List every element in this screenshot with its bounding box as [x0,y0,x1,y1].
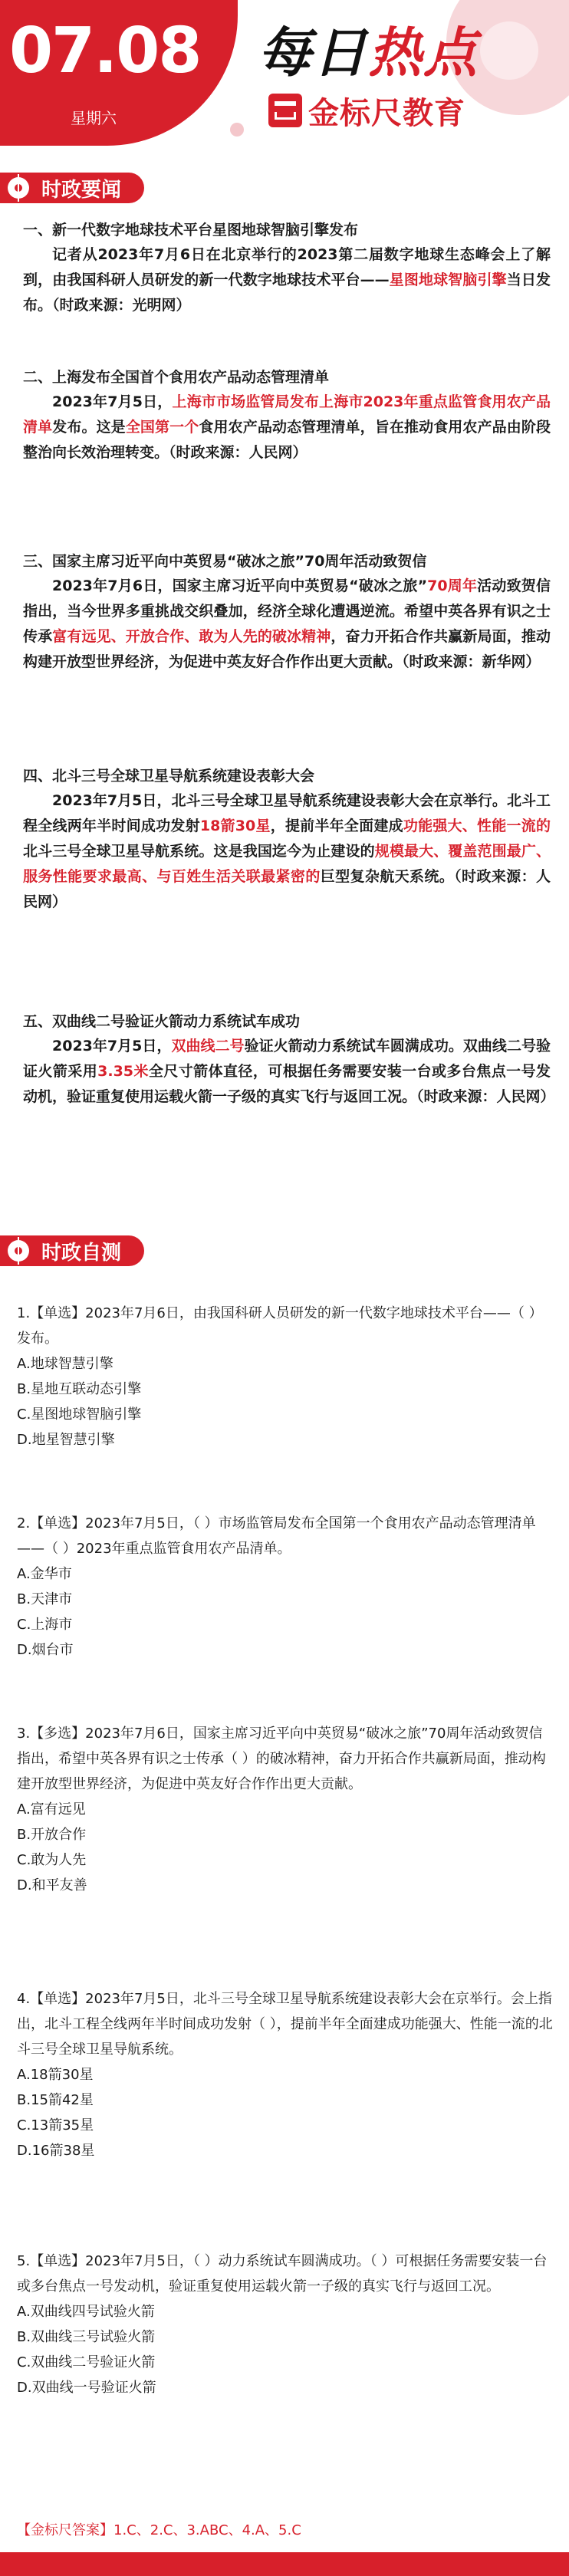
option-a: A.富有远见 [17,1801,86,1818]
news-text: ，奋力开拓合作共赢新局面，推动构建开放型世界经济，为促进中英友好合作作出更大贡献。（时政来源：新华网） [23,628,551,670]
title-part-2: 热点 [368,21,479,84]
news-highlight: 规模最大、覆盖范围最广、服务性能要求最高、与百姓生活关联最紧密的 [23,843,551,885]
option-c: C.双曲线二号验证火箭 [17,2354,156,2370]
section-header-quiz [0,1233,144,1268]
news-highlight: 星图地球智脑引擎 [389,271,507,288]
news-body [23,390,551,466]
decorative-dot [230,123,244,137]
option-d: D.和平友善 [17,1877,87,1893]
option-d: D.烟台市 [17,1642,74,1658]
news-text: 发布。这是 [52,419,126,436]
news-body [23,242,551,318]
news-highlight: 上海市市场监管局发布上海市2023年重点监管食用农产品清单 [23,393,551,436]
section-title: 时政自测 [41,1241,122,1265]
option-b: B.天津市 [17,1591,73,1607]
section-bar [0,173,144,203]
section-header-news [0,170,144,206]
weekday-label: 星期六 [71,109,117,127]
news-highlight: 富有远见、开放合作、敢为人先的破冰精神 [52,628,331,645]
decorative-circle [480,21,538,80]
footer-bar [0,2552,569,2576]
news-text: 2023年7月5日， [52,1038,172,1054]
news-text: 北斗三号全球卫星导航系统。这是我国迄今为止建设的 [23,843,375,860]
question-stem: 4.【单选】2023年7月5日，北斗三号全球卫星导航系统建设表彰大会在京举行。会上指出，北斗工程全线两年半时间成功发射（ ），提前半年全面建成功能强大、性能一流的北斗三号全球卫星导航系统。 [17,1991,553,2058]
option-a: A.金华市 [17,1566,72,1582]
news-item [23,218,551,318]
question-stem: 3.【多选】2023年7月6日，国家主席习近平向中英贸易“破冰之旅”70周年活动致贺信指出，希望中英各界有识之士传承（ ）的破冰精神，奋力开拓合作共赢新局面，推动构建开放型世界经济，为促进中英友好合作作出更大贡献。 [17,1726,546,1792]
news-highlight: 18箭30星 [199,818,271,834]
news-text: 巨型复杂航天系统。（时政来源：人民网） [23,868,551,910]
option-c: C.星图地球智脑引擎 [17,1406,142,1423]
question-stem: 1.【单选】2023年7月6日，由我国科研人员研发的新一代数字地球技术平台——（ ）发布。 [17,1305,543,1347]
question-stem: 5.【单选】2023年7月5日，（ ）动力系统试车圆满成功。（ ）可根据任务需要安装一台或多台焦点一号发动机，验证重复使用运载火箭一子级的真实飞行与返回工况。 [17,2253,548,2295]
news-highlight: 功能强大、性能一流的 [403,818,551,834]
news-title: 四、北斗三号全球卫星导航系统建设表彰大会 [23,768,315,785]
option-d: D.16箭38星 [17,2143,95,2159]
quiz-question [17,2249,554,2400]
news-text: 全尺寸箭体直径，可根据任务需要安装一台或多台焦点一号发动机，验证重复使用运载火箭一子级的真实飞行与返回工况。（时政来源：人民网） [23,1063,555,1105]
question-stem: 2.【单选】2023年7月5日，（ ）市场监管局发布全国第一个食用农产品动态管理清单——（ ）2023年重点监管食用农产品清单。 [17,1515,536,1557]
news-item [23,365,551,466]
news-text: 验证火箭动力系统试车圆满成功。双曲线二号验证火箭采用 [23,1038,551,1080]
news-item [23,1009,555,1110]
option-d: D.双曲线一号验证火箭 [17,2380,156,2396]
news-text: 2023年7月5日，北斗三号全球卫星导航系统建设表彰大会在京举行。北斗工程全线两年半时间成功发射 [23,792,551,834]
quiz-question [17,1721,554,1898]
news-body [23,788,551,915]
quiz-question [17,1301,554,1452]
option-d: D.地星智慧引擎 [17,1432,115,1448]
news-title: 三、国家主席习近平向中英贸易“破冰之旅”70周年活动致贺信 [23,553,427,570]
option-c: C.上海市 [17,1617,73,1633]
news-text: 2023年7月5日， [52,393,173,410]
quiz-question [17,1986,554,2163]
option-a: A.18箭30星 [17,2067,94,2083]
news-highlight: 全国第一个 [125,419,199,436]
news-body [23,1034,555,1110]
section-bar [0,1235,144,1266]
news-text: 当日发布。（时政来源：光明网） [23,271,551,314]
answer-key: 【金标尺答案】1.C、2.C、3.ABC、4.A、5.C [17,2522,301,2538]
news-item [23,764,551,915]
brand [268,90,465,130]
option-a: A.双曲线四号试验火箭 [17,2304,155,2320]
news-text: 2023年7月6日，国家主席习近平向中英贸易“破冰之旅” [52,577,428,594]
news-text: 食用农产品动态管理清单，旨在推动食用农产品由阶段整治向长效治理转变。（时政来源：人民网） [23,419,551,461]
news-title: 二、上海发布全国首个食用农产品动态管理清单 [23,369,330,386]
news-item [23,549,551,675]
compass-icon [8,177,29,199]
compass-icon [8,1240,29,1262]
brand-logo-icon [268,94,302,127]
option-a: A.地球智慧引擎 [17,1356,113,1372]
section-title: 时政要闻 [41,178,122,202]
date-label: 07.08 [9,15,201,87]
news-highlight: 70周年 [427,577,478,594]
news-text: ，提前半年全面建成 [270,818,403,834]
news-text: 记者从2023年7月6日在北京举行的2023第二届数字地球生态峰会上了解到，由我国科研人员研发的新一代数字地球技术平台—— [23,246,551,288]
news-body [23,574,551,675]
option-b: B.15箭42星 [17,2092,94,2108]
option-b: B.双曲线三号试验火箭 [17,2329,156,2345]
option-b: B.星地互联动态引擎 [17,1381,142,1397]
news-title: 五、双曲线二号验证火箭动力系统试车成功 [23,1013,301,1030]
option-c: C.13箭35星 [17,2117,94,2134]
brand-name: 金标尺教育 [308,95,465,131]
news-highlight: 双曲线二号 [171,1038,245,1054]
news-highlight: 3.35米 [97,1063,149,1080]
page-header [0,0,569,161]
option-c: C.敢为人先 [17,1852,87,1868]
daily-hot-title [258,21,479,84]
news-title: 一、新一代数字地球技术平台星图地球智脑引擎发布 [23,222,359,239]
title-part-1: 每日 [258,21,368,84]
option-b: B.开放合作 [17,1827,87,1843]
news-text: 活动致贺信指出，当今世界多重挑战交织叠加，经济全球化遭遇逆流。希望中英各界有识之士传承 [23,577,551,645]
quiz-question [17,1511,554,1663]
